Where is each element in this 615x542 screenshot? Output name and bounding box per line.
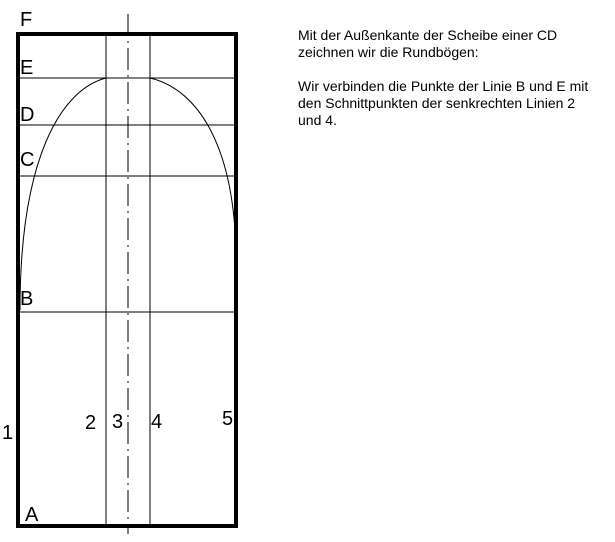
instruction-paragraph-1: Mit der Außenkante der Scheibe einer CD zeichnen wir die Rundbögen: xyxy=(298,27,558,60)
right-arc xyxy=(150,78,236,262)
label-2: 2 xyxy=(85,412,97,434)
label-4: 4 xyxy=(151,411,163,433)
outer-frame xyxy=(18,34,236,526)
instruction-paragraph-2: Wir verbinden die Punkte der Linie B und E mit den Schnittpunkten der senkrechten Linien 2 und 4. xyxy=(298,78,589,128)
label-5: 5 xyxy=(222,408,234,430)
label-a: A xyxy=(25,504,39,526)
label-e: E xyxy=(20,57,34,79)
label-b: B xyxy=(20,288,34,310)
label-f: F xyxy=(20,9,33,31)
label-c: C xyxy=(20,149,35,171)
label-d: D xyxy=(20,104,35,126)
label-1: 1 xyxy=(2,422,14,444)
label-3: 3 xyxy=(112,411,124,433)
instruction-text xyxy=(298,27,598,146)
